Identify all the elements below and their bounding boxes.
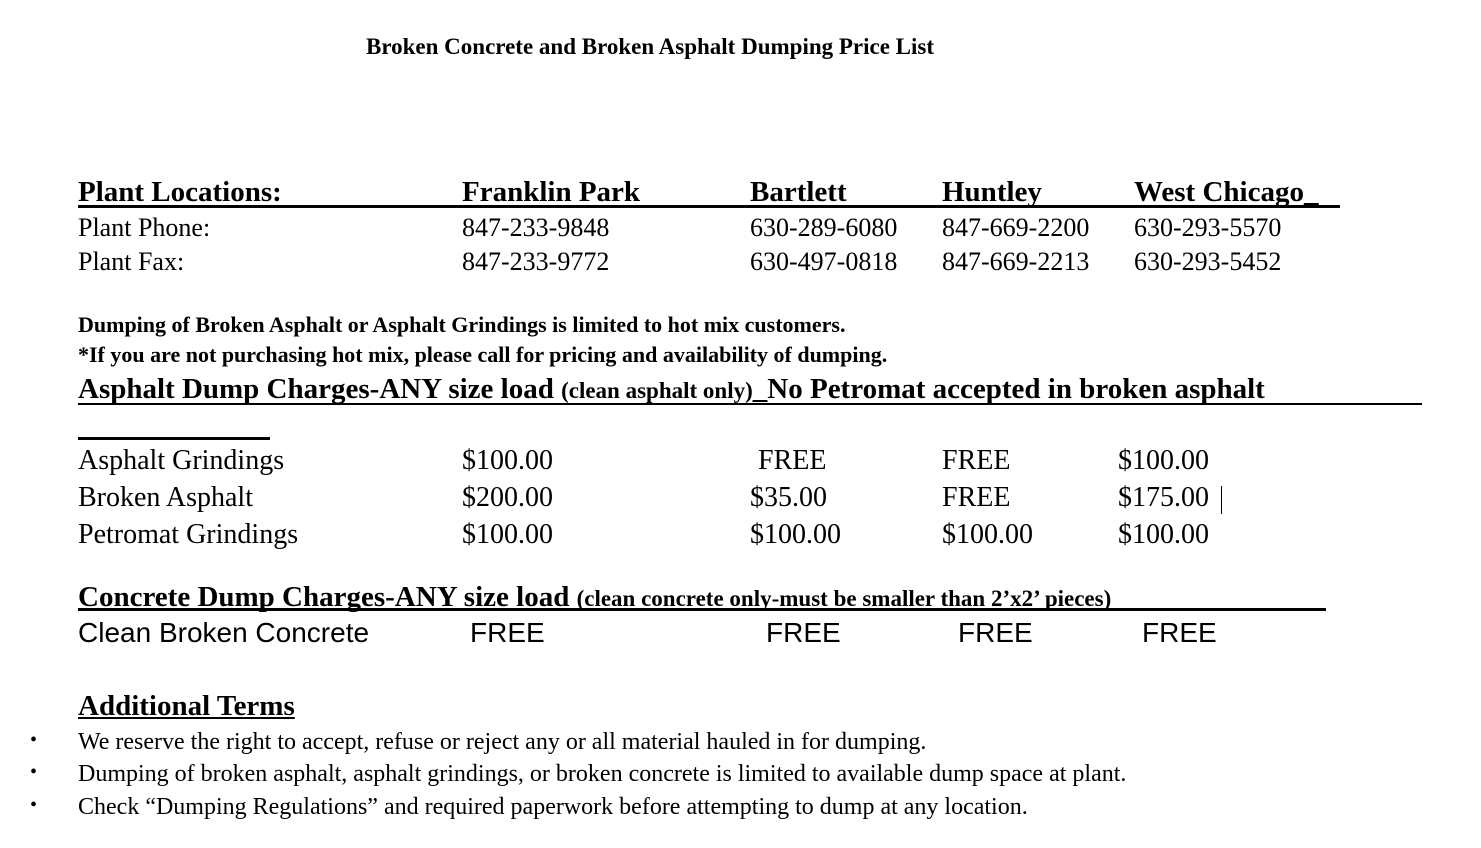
fax-franklin-park: 847-233-9772: [462, 247, 610, 276]
price-cell: FREE: [942, 482, 1011, 513]
price-cell: $35.00: [750, 482, 827, 513]
table-row-label: Petromat Grindings: [78, 519, 299, 550]
price-cell: $100.00: [942, 519, 1033, 550]
price-cell: $100.00: [1118, 519, 1209, 550]
phone-bartlett: 630-289-6080: [750, 213, 898, 242]
asphalt-title-main: Asphalt Dump Charges-ANY size load: [78, 373, 562, 405]
price-cell: $100.00: [750, 519, 841, 550]
fax-huntley: 847-669-2213: [942, 247, 1090, 276]
plant-bartlett: Bartlett: [750, 176, 847, 208]
price-cell: $100.00: [462, 445, 553, 476]
list-item: Dumping of broken asphalt, asphalt grindings, or broken concrete is limited to available dump space at plant.: [78, 761, 1127, 787]
phone-huntley: 847-669-2200: [942, 213, 1090, 242]
price-cell: FREE: [1142, 617, 1217, 648]
concrete-title-main: Concrete Dump Charges-ANY size load: [78, 581, 577, 613]
asphalt-section-title: [78, 373, 1265, 406]
bullet-icon: •: [30, 729, 38, 751]
fax-bartlett: 630-497-0818: [750, 247, 898, 276]
page-title: Broken Concrete and Broken Asphalt Dumping Price List: [366, 34, 935, 59]
asphalt-title-small: (clean asphalt only): [561, 378, 753, 403]
fax-west-chicago: 630-293-5452: [1134, 247, 1282, 276]
table-row-label: Clean Broken Concrete: [78, 617, 370, 648]
price-cell: FREE: [758, 445, 827, 476]
hot-mix-note: Dumping of Broken Asphalt or Asphalt Grindings is limited to hot mix customers.: [78, 312, 846, 337]
price-cell: FREE: [766, 617, 841, 648]
price-cell: $175.00: [1118, 482, 1209, 513]
plant-west-chicago: West Chicago_: [1134, 176, 1319, 208]
concrete-title-small: (clean concrete only-must be smaller than 2’x2’ pieces): [576, 586, 1112, 611]
text-cursor: [1221, 486, 1222, 514]
pricing-note: *If you are not purchasing hot mix, please call for pricing and availability of dumping.: [78, 342, 888, 367]
phone-west-chicago: 630-293-5570: [1134, 213, 1282, 242]
asphalt-title-underline: [78, 403, 1422, 405]
price-cell: $100.00: [462, 519, 553, 550]
table-row-label: Asphalt Grindings: [78, 445, 285, 476]
list-item: Check “Dumping Regulations” and required paperwork before attempting to dump at any location.: [78, 794, 1028, 820]
table-row-label: Broken Asphalt: [78, 482, 253, 513]
plant-locations-label: Plant Locations:: [78, 176, 282, 208]
asphalt-title-underline-continued: [78, 437, 270, 440]
price-cell: $100.00: [1118, 445, 1209, 476]
price-cell: FREE: [942, 445, 1011, 476]
additional-terms-title: Additional Terms: [78, 690, 295, 722]
plant-franklin-park: Franklin Park: [462, 176, 641, 208]
price-cell: FREE: [470, 617, 545, 648]
phone-label: Plant Phone:: [78, 213, 211, 242]
fax-label: Plant Fax:: [78, 247, 185, 276]
list-item: We reserve the right to accept, refuse or reject any or all material hauled in for dumping.: [78, 729, 927, 755]
concrete-title-underline: [78, 608, 1326, 611]
price-cell: $200.00: [462, 482, 553, 513]
bullet-icon: •: [30, 761, 38, 783]
bullet-icon: •: [30, 794, 38, 816]
phone-franklin-park: 847-233-9848: [462, 213, 610, 242]
price-cell: FREE: [958, 617, 1033, 648]
asphalt-title-tail: _No Petromat accepted in broken asphalt: [752, 373, 1265, 405]
plant-huntley: Huntley: [942, 176, 1042, 208]
header-underline: [78, 205, 1340, 208]
